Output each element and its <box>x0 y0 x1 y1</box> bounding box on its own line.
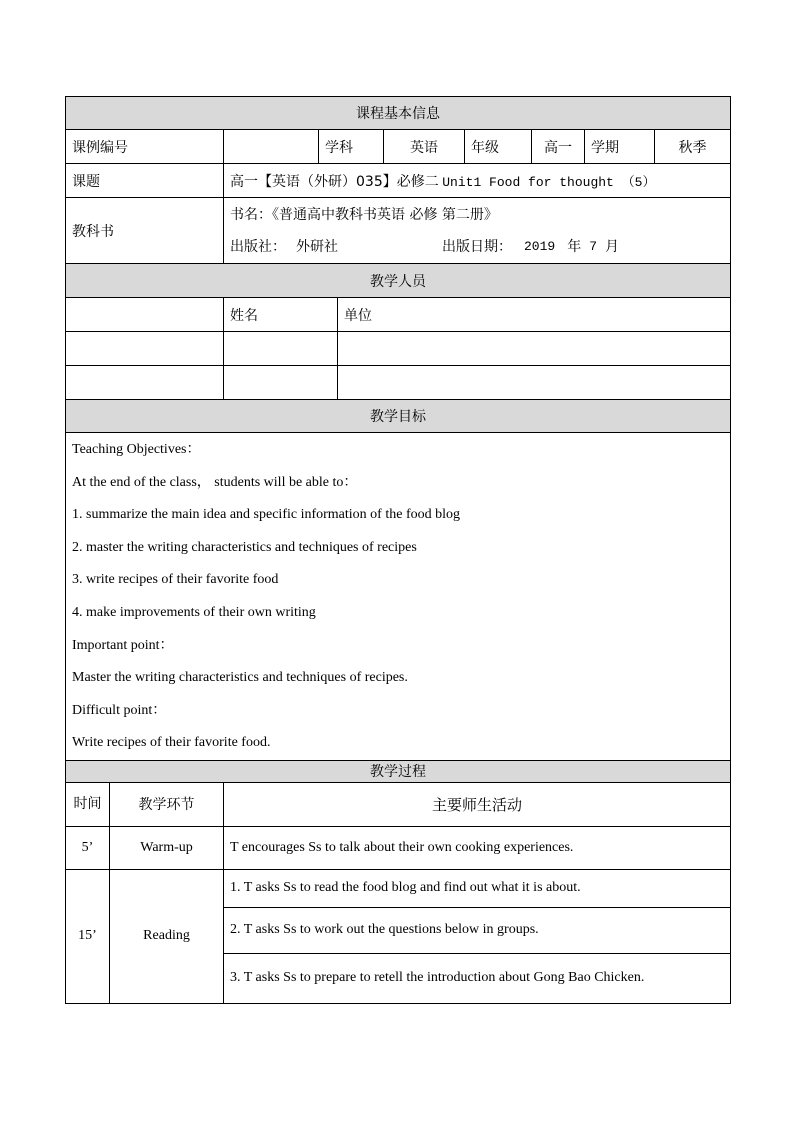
staff-header-row <box>66 298 731 332</box>
topic-en: Unit1 Food for thought （5） <box>442 174 656 190</box>
staff-row <box>66 332 731 366</box>
pub-year: 2019 <box>524 238 556 254</box>
col-stage-header: 教学环节 <box>110 782 224 826</box>
reading-activity: 3. T asks Ss to prepare to retell the introduction about Gong Bao Chicken. <box>224 953 731 1003</box>
warmup-activity: T encourages Ss to talk about their own cooking experiences. <box>224 826 731 869</box>
term-value: 秋季 <box>678 139 707 156</box>
publisher-label: 出版社： <box>230 238 286 255</box>
subject-value: 英语 <box>384 130 465 164</box>
case-no-value <box>224 130 319 164</box>
objective-line: Master the writing characteristics and techniques of recipes. <box>72 670 408 686</box>
topic-label: 课题 <box>66 164 224 198</box>
term-label: 学期 <box>585 130 655 163</box>
topic-value <box>224 164 731 198</box>
book-title: 书名：《普通高中教科书英语 必修 第二册》 <box>230 206 498 223</box>
textbook-label: 教科书 <box>66 198 224 264</box>
col-activity-header: 主要师生活动 <box>224 782 731 826</box>
grade-value: 高一 <box>532 130 585 163</box>
staff-name-label: 姓名 <box>224 298 338 331</box>
reading-activity: 2. T asks Ss to work out the questions below in groups. <box>224 907 731 953</box>
objective-line: At the end of the class， students will be able to： <box>72 474 358 490</box>
table-row <box>66 826 731 869</box>
month-char: 月 <box>605 238 620 255</box>
objective-line: 3. write recipes of their favorite food <box>72 572 279 588</box>
staff-unit-label: 单位 <box>344 307 372 324</box>
case-no-label: 课例编号 <box>66 130 224 164</box>
year-char: 年 <box>567 238 582 255</box>
col-time-header: 时间 <box>66 782 110 826</box>
objectives-body <box>66 433 731 761</box>
warmup-time: 5’ <box>66 826 110 869</box>
topic-row <box>66 164 731 198</box>
subject-label: 学科 <box>319 130 384 164</box>
process-header: 教学过程 <box>66 760 731 782</box>
textbook-row <box>66 198 731 264</box>
objectives-row <box>66 433 731 761</box>
process-column-header-row <box>66 782 731 826</box>
grade-label: 年级 <box>465 130 532 164</box>
pub-month: 7 <box>589 238 598 254</box>
basic-info-row <box>66 130 731 164</box>
objective-line: 2. master the writing characteristics and techniques of recipes <box>72 539 417 555</box>
objective-line: Write recipes of their favorite food. <box>72 735 271 751</box>
lesson-plan-page <box>65 96 730 1004</box>
reading-activity: 1. T asks Ss to read the food blog and find out what it is about. <box>224 869 731 907</box>
reading-time: 15’ <box>66 869 110 1003</box>
warmup-stage: Warm-up <box>110 826 224 869</box>
basic-info-header: 课程基本信息 <box>66 97 731 130</box>
reading-stage: Reading <box>110 869 224 1003</box>
publisher-value: 外研社 <box>296 238 338 255</box>
objective-line: Teaching Objectives： <box>72 442 201 457</box>
staff-header: 教学人员 <box>66 264 731 298</box>
objective-line: 1. summarize the main idea and specific information of the food blog <box>72 507 460 523</box>
pub-date-label: 出版日期： <box>442 238 512 255</box>
objectives-header: 教学目标 <box>66 400 731 433</box>
objective-line: Important point： <box>72 637 174 653</box>
table-row <box>66 869 731 907</box>
staff-row <box>66 366 731 400</box>
objective-line: Difficult point： <box>72 702 167 718</box>
publisher-line <box>230 231 724 263</box>
objective-line: 4. make improvements of their own writing <box>72 604 316 620</box>
lesson-plan-table <box>65 96 731 1004</box>
topic-prefix: 高一【英语（外研）035】必修二 <box>230 173 439 190</box>
